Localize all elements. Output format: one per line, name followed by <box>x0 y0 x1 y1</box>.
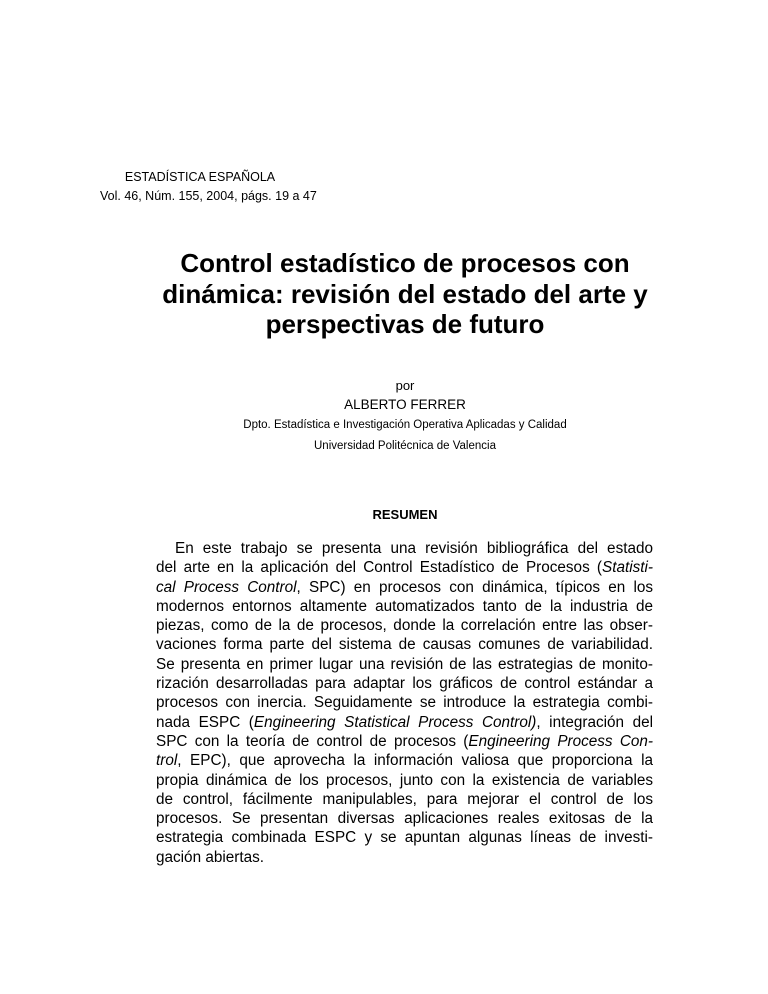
abstract-line <box>156 751 653 770</box>
abstract-line <box>156 771 653 790</box>
author-university: Universidad Politécnica de Valencia <box>314 440 496 452</box>
italic-text: Engineering Statistical Process Control) <box>253 713 537 731</box>
text-segment: procesos con inercia. Seguidamente se introduce la estrategia combi- <box>156 694 653 712</box>
title-line: perspectivas de futuro <box>265 309 545 339</box>
journal-name: ESTADÍSTICA ESPAÑOLA <box>124 170 276 184</box>
byline <box>150 377 660 457</box>
text-segment: nada ESPC ( <box>156 713 254 731</box>
abstract-line <box>156 732 653 751</box>
abstract-line <box>156 848 653 867</box>
abstract-line <box>156 616 653 635</box>
italic-text: Statisti- <box>602 559 653 577</box>
text-segment: vaciones forma parte del sistema de causas comunes de variabilidad. <box>156 636 653 654</box>
text-segment: rización desarrolladas para adaptar los gráficos de control estándar a <box>156 675 653 693</box>
text-segment: estrategia combinada ESPC y se apuntan algunas líneas de investi- <box>156 829 653 847</box>
text-segment: , integración del <box>536 713 653 731</box>
journal-citation: Vol. 46, Núm. 155, 2004, págs. 19 a 47 <box>100 189 317 203</box>
abstract-line <box>156 790 653 809</box>
title-line: Control estadístico de procesos con <box>180 248 630 278</box>
abstract-body <box>156 539 653 867</box>
text-segment: , EPC), que aprovecha la información valiosa que proporciona la <box>177 752 653 770</box>
text-segment: , SPC) en procesos con dinámica, típicos en los <box>296 578 653 596</box>
title-line: dinámica: revisión del estado del arte y <box>162 278 648 309</box>
italic-text: cal Process Control <box>156 578 297 596</box>
abstract-line <box>156 578 653 597</box>
author-department: Dpto. Estadística e Investigación Operativa Aplicadas y Calidad <box>243 419 567 431</box>
text-segment: procesos. Se presentan diversas aplicaciones reales exitosas de la <box>156 810 653 828</box>
abstract-line <box>156 713 653 732</box>
text-segment: de control, fácilmente manipulables, para mejorar el control de los <box>156 790 653 808</box>
abstract-line <box>156 809 653 828</box>
text-segment: gación abiertas. <box>156 848 264 866</box>
author-name: ALBERTO FERRER <box>344 397 466 412</box>
text-segment: En este trabajo se presenta una revisión bibliográfica del estado <box>175 540 653 557</box>
by-label: por <box>395 378 415 393</box>
italic-text: trol <box>156 752 178 770</box>
abstract-line <box>156 635 653 654</box>
abstract-line <box>156 558 653 577</box>
abstract-line <box>156 539 653 558</box>
text-segment: piezas, como de la de procesos, donde la correlación entre las obser- <box>156 617 653 635</box>
abstract-line <box>156 655 653 674</box>
abstract-heading: RESUMEN <box>372 507 438 522</box>
abstract-line <box>156 693 653 712</box>
abstract-line <box>156 597 653 616</box>
italic-text: Engineering Process Con- <box>468 732 654 750</box>
abstract-line <box>156 828 653 847</box>
text-segment: modernos entornos altamente automatizados tanto de la industria de <box>156 597 653 615</box>
journal-header <box>100 168 317 206</box>
text-segment: del arte en la aplicación del Control Estadístico de Procesos ( <box>156 559 602 577</box>
text-segment: Se presenta en primer lugar una revisión de las estrategias de monito- <box>156 655 653 673</box>
text-segment: propia dinámica de los procesos, junto con la existencia de variables <box>156 771 653 789</box>
abstract-line <box>156 674 653 693</box>
article-title <box>100 248 710 340</box>
text-segment: SPC con la teoría de control de procesos ( <box>156 732 469 750</box>
